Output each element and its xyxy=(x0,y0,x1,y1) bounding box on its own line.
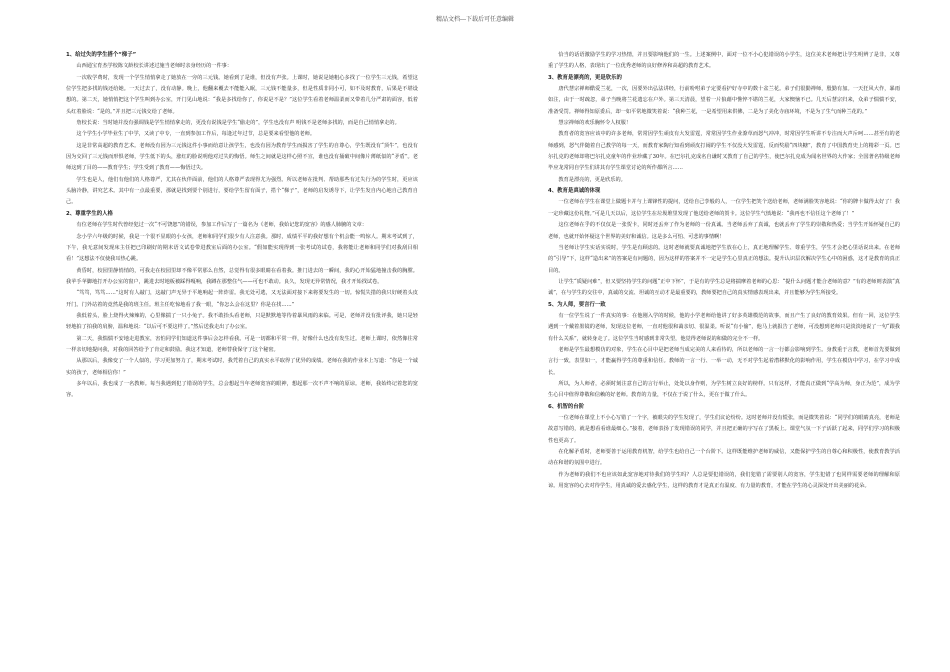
paragraph: 我低着头，脸上烧得火辣辣的，心里像揣了一只小兔子。我不敢抬头看老师，只是默默地等待着暴风雨的来临。可是，老师并没有批评我，她只是轻轻地拍了拍我的肩膀，温和地说：“以后可不要这样了。”然后送我走出了办公室。 xyxy=(66,312,418,331)
section-heading: 6、机智的台阶 xyxy=(548,403,585,410)
left-column xyxy=(66,50,418,660)
paragraph: 这个学生小学毕业生了中学，又读了中专，一直到参加工作后，每逢过年过节，总是要来看望他的老师。 xyxy=(76,131,316,138)
paragraph: 念小学六年级的时候，我是一个很不显眼的小女孩，老师和同学们很少有人注意我。那时，成绩平平的我好想有个机会能一鸣惊人。期末考试到了，下午，我无意间发现床主任把已印刷好的期末语文试卷带进教室后面的办公室。“假如能实现得到一张考试的试卷，我将能让老师和同学们对我刮目相看！”这想法不仅使我耳热心跳。 xyxy=(66,233,418,263)
paragraph: 一位老师在学生在课堂上做题卡并与上课锋性的提问，送给自己孪般的人，一位学生把笑个送给老师，老师满脸笑容地说：“你的牌卡做得太好了！我一定珍藏这份礼物。”可是几天以后，这位学生在垃圾堆里发现了他送给老师的贺卡。这位学生气愤地说：“我再也不信任这个老师了！” xyxy=(548,199,900,217)
paragraph: 恰当的话语激励学生的学习热情，并且要影响他们的一生。上述案例中，面对一位不小心犯错误的小学生，这位美术老师把让学生明辨了是非，又尊重了学生的人格，表现出了一位优秀老师的良好修养和高超的教育艺术。 xyxy=(548,52,900,70)
paragraph: 有位老师在学生时代曾经犯过一次“不可饶恕”的错误，参加工作后写了一篇名为《老师，我始记您的宽容》的感人肺腑的文章： xyxy=(76,222,368,229)
paragraph: 老师是学生最想模仿的对象，学生在心目中是把老师当成完美的人来看待的，所以老师的一言一行都会影响到学生。身教重于言教，老师首先要做到言行一致，表里如一，才能赢得学生的尊重和信任。教师的一言一行、一举一动，无不对学生起着潜移默化的影响作用，学生在模仿中学习，在学习中成长。 xyxy=(548,346,900,376)
paragraph: 一位老师在课堂上不小心写错了一个字，被眼尖的学生发现了，学生们议论纷纷。这时老师并没有慌张，而是微笑着说：“同学们的眼睛真亮，老师是故意写错的，就是想看看谁最细心。”接着，老师表扬了发现错误的同学，并且把正确的字写在了黑板上。课堂气氛一下子活跃了起来，同学们学习的积极性也更高了。 xyxy=(548,415,900,444)
paragraph: 教育是漂亮的，更是欣乐的。 xyxy=(558,176,626,183)
paragraph: 让学生“质疑问难”，但又要坚持学生的问题“正中下怀”，于是有的学生总是将揣摩着老师的心思：“提什么问题才能合老师的意？”有的老师则表演“真诚”，在与学生的交往中，真诚的交流、坦诚的互动才是最重要的，教师要把自己的真实情感表现出来，并且能够为学生所接受。 xyxy=(548,278,900,297)
paragraph: 多年以后，我也成了一名教师。每当我遇到犯了错误的学生，总会想起当年老师宽容的眼神，想起那一次不声不响的原谅。老师，我始终记着您的宽容。 xyxy=(66,380,418,399)
paragraph: 学生也是人，他们有他们的人格尊严，尤其在伙伴面前，他们的人格尊严表现得尤为强烈。所以老师在批判、帮助那些有过失行为的学生时，更应该头脑冷静，讲究艺术。其中有一点最重要，那就是找到要个别进行，要给学生留有面子，搭个“梯子”，老师的启发诱导下，让学生发自内心地自己教育自己。 xyxy=(66,176,418,206)
section-heading: 2、尊重学生的人格 xyxy=(66,210,113,217)
paragraph: 在化解矛盾时，老师要善于运用教育机智，给学生也给自己一个台阶下。这样既能维护老师的威信，又能保护学生的自尊心和积极性，使教育教学活动在和谐的氛围中进行。 xyxy=(548,449,900,467)
paragraph: 一次收学费时，发现一个学生悄悄拿走了她放在一旁的三元钱。她看到了是谁，但没有声张。上课时，她说是她粗心多找了一位学生三元钱，希望这位学生把多找的钱还给她。一天过去了，没有动静。晚上，他翻来覆去不能能入眠，三元钱不能量多，但是性质非同小可，如不及时教育，后果是不堪设想的。第二天，她悄悄把这个学生叫到办公室，开门见山地说：“我是多找给你了，你说是不是？”这位学生看着老师温柔而又带着几分严肃的面容，低着头红着脸说：“是的。”并且把三元钱交给了老师。 xyxy=(66,74,418,115)
section-heading: 5、为人师，要言行一致 xyxy=(548,301,606,308)
paragraph: 詹校长说：当时她并没有强调钱是学生悄悄拿走的，更没有说钱是学生“偷走的”，学生也没有声 明钱不是老师多找的，而是自己悄悄拿走的。 xyxy=(76,120,400,127)
paragraph: 所以，为人师者，必须时刻注意自己的言行举止，处处以身作则，为学生树立良好的榜样。只有这样，才能真正做到“学高为师，身正为范”，成为学生心目中值得尊敬和信赖的好老师。教育的力量，不仅在于说了什么，更在于做了什么。 xyxy=(548,380,900,399)
paragraph: 慧宗禅师的欢乐胸怀令人权服！ xyxy=(558,120,632,127)
paragraph: 这是非常高超的教育艺术。老师没有因为三元钱这件小事而给意让孩学生，也没有因为教育学生而损害了学生的自尊心，学生既没有“顶牛”，也没有因为交回了三元钱而形惧老师，学生低下的头，涨红的脸说明他对过失的悔悟。师生之间就是这样心照不宣，谁也没有捅破中间像片薄纸似的“矛盾”。老师这到了目的——教育学生；学生受到了教育——悔悟过失。 xyxy=(66,142,418,172)
section-heading: 3、教育是漂亮的，更是欣乐的 xyxy=(548,74,622,81)
paragraph: 教育者的宽容应该中的许多老师，常常因学生顽皮有大发雷霆，常常因学生作业潦草而怒气冲冲，时常因学生听讲不专注而大声斥呵……甚至有的老师感到，怒气伴随着自己教学的每一天，而教育家陶行知看到顽皮打闹的学生不仅没大发雷霆，反而奖励“四块糖”，教育了中国教育史上的精彩一页。巴尔扎克的老师却将巴尔扎克童年的作业珍藏了30年。在巴尔扎克成名自谦时又教育了自己的学生，使巴尔扎克成为闻名世界的大作家；全国著名特级老师毕应龙常同自学生们讲其有学生课堂讨论的所作都所言…… xyxy=(548,131,900,172)
right-column xyxy=(548,50,900,660)
paragraph: 作为老师的我们不也应该如此宽容地对待我们的学生吗？人总是要犯错误的，我们犯错了需要别人的宽容，学生犯错了也同样需要老师的理解和原谅。用宽容的心去对待学生，用真诚的爱去感化学生，这样的教育才是真正有温度、有力量的教育，才能在学生的心灵深处开出美丽的花朵。 xyxy=(548,471,900,490)
paragraph: 这位老师在乎的不仅仅是一张贺卡，同时还丢弃了作为老师的一份真诚。当老师丢弃了真诚，也就丢弃了学生的崇敬和热爱；当学生开始怀疑自己的老师，也就开始怀疑这个世界的美好和诚信。这是多么可怕、可悲的事情啊！ xyxy=(548,222,900,240)
paragraph: 第二天，我惴惴不安地走进教室，害怕同学们知道这件事后会怎样看我。可是一切都和平常一样，好像什么也没有发生过。老师上课时，依然像往常一样亲切地提问我，对我的回答给予了肯定和鼓励。我这才知道，老师替我保守了这个秘密。 xyxy=(66,335,418,353)
paragraph: 有一位学生说了一件真实的事：在他刚入学的时候，他的小学老师给他讲了好多英雄模范的故事，而且产生了良好的教育效果。但有一回，这位学生遇到一个戴着墨镜的老师，发现这位老师，一直对他很和蔼亲切、很温柔。听说“有小偷”，他马上就报告了老师，可没想到老师只是淡淡地说了一句“跟我有什么关系”，就转身走了。这位学生当时感到非常失望，他觉得老师说的和做的完全不一样。 xyxy=(548,312,900,342)
paragraph: “笃笃，笃笃……”这时有人敲门，这敲门声无异于平地响起一阵炸雷。我无处可逃，又无法面对接下来将要发生的一切。惊慌失措的我只好硬着头皮开门。门外站着的竟然是我的班主任。班主任吃惊地看了我一眼，“你怎么会在这里？你是在找……” xyxy=(66,290,418,308)
page-header: 精品文档---下载后可任意编辑 xyxy=(435,16,515,23)
section-heading: 4、教育是真诚的体现 xyxy=(548,188,601,195)
section-heading: 1、给过失的学生搭个“梯子” xyxy=(66,52,137,58)
paragraph: 当老师让学生实话实说时，学生是有顾虑的。这时老师就要真诚地把学生放在心上，真正地理解学生、尊重学生，学生才会把心里话说出来。在老师的“引导”下，这样“造出来”的答案是有问题的，因为这样的答案并不一定是学生心里真正的想法。提升认识层次解决学生心中的困惑，这才是教育的真正目的。 xyxy=(548,244,900,274)
paragraph: 黄昏时，校园里静悄悄的，可我走在校园里却不像平常那么自然，总觉得有很多眼睛在看着我。推门进去的一瞬间，我的心开始猛地撞击我的胸膛。我苹手苹脚地打开办公室的窗户，跳进去时地板被踩得嘎响，我蹲在那整住气——可也不敢动。良久，发现无异常情况，我才开始找试卷。 xyxy=(66,267,418,285)
paragraph: 从那以后，我像变了一个人似的，学习更加努力了，期末考试时，我凭着自己的真实水平取得了优异的成绩。老师在我的作业本上写道：“你是一个诚实的孩子，老师相信你！” xyxy=(66,358,418,376)
paragraph: 山西通宝育杰学校陈文龄校长讲述过施当老师时亲身经历的一件事： xyxy=(76,63,233,70)
paragraph: 唐代慧宗禅师酷爱兰花，一次，因要外出弘法讲经，行前吩咐弟子定要看护好寺中的数十盆兰花。弟子们很勤禅师，殷勤有加。一天狂风大作，暴雨如注，由于一时疏忽，弟子当晚将兰花遗忘在户外。第三天清晨，望着一片狼藉中憔悴不堪的兰花，大家懊恼不已。几天后慧宗归来，众弟子惴惴不安，准备受罚。禅师得知原委后，却一如平常地微笑着说：“我种兰花，一是希望用来供佛，二是为了美化寺庙环境，不是为了生气而种兰花的。” xyxy=(548,86,900,115)
